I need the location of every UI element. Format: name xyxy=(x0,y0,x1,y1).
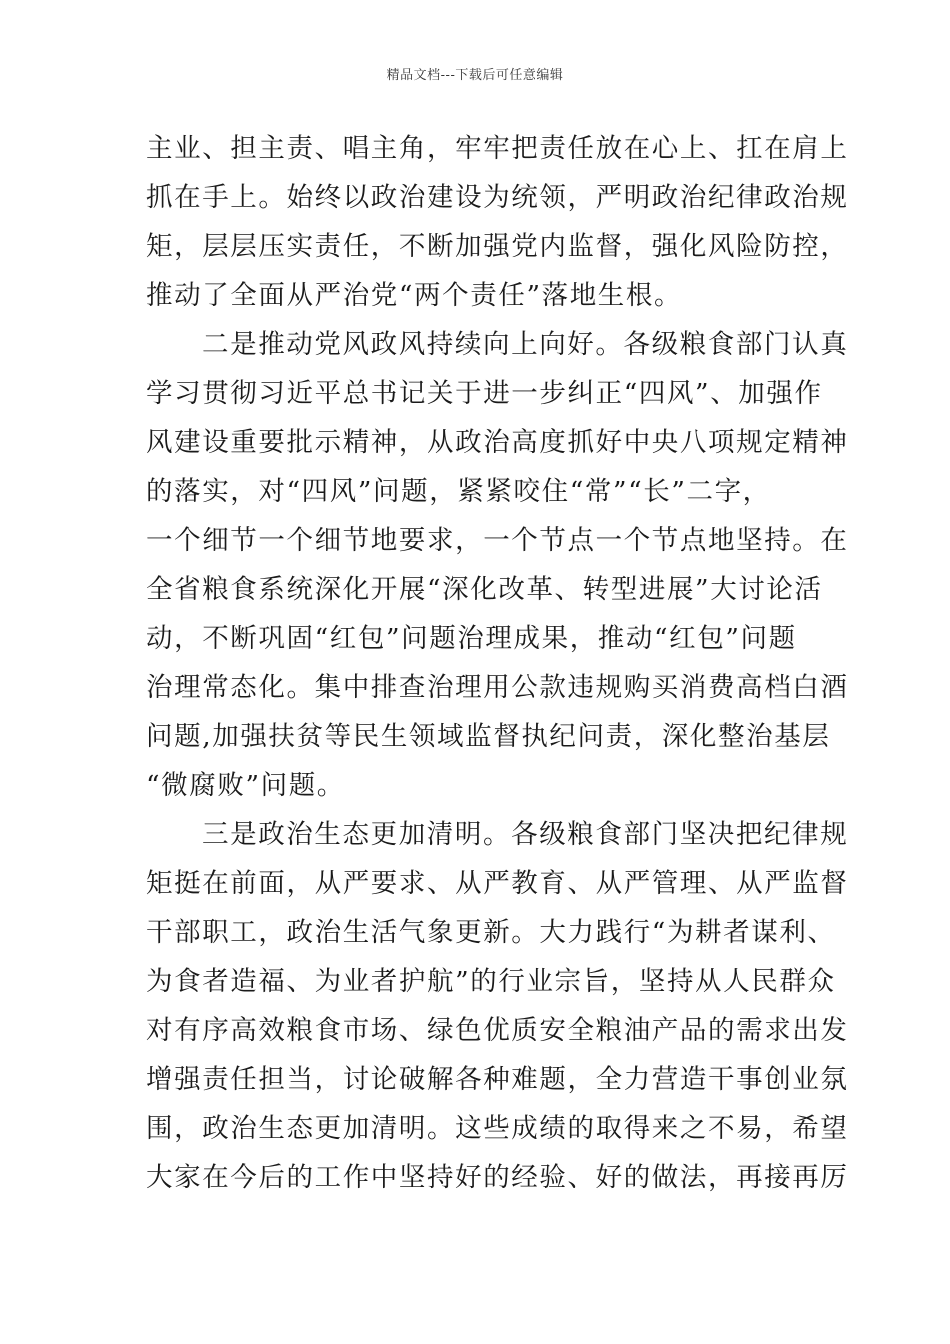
text-line: 二是推动党风政风持续向上向好。各级粮食部门认真 xyxy=(202,329,849,360)
paragraph-1 xyxy=(146,124,849,320)
text-line: 问题,加强扶贫等民生领域监督执纪问责，深化整治基层 xyxy=(146,721,831,752)
text-line: 矩挺在前面，从严要求、从严教育、从严管理、从严监督 xyxy=(146,868,849,899)
text-line: 学习贯彻习近平总书记关于进一步纠正“四风”、加强作 xyxy=(146,378,823,409)
text-line: 为食者造福、为业者护航”的行业宗旨，坚持从人民群众 xyxy=(146,966,836,997)
text-line: “微腐败”问题。 xyxy=(146,770,345,801)
text-line: 增强责任担当，讨论破解各种难题，全力营造干事创业氛 xyxy=(146,1064,849,1095)
document-body xyxy=(146,124,849,1202)
text-line: 推动了全面从严治党“两个责任”落地生根。 xyxy=(146,280,683,311)
text-line: 风建设重要批示精神，从政治高度抓好中央八项规定精神 xyxy=(146,427,849,458)
paragraph-2 xyxy=(146,320,849,810)
text-line: 大家在今后的工作中坚持好的经验、好的做法，再接再厉 xyxy=(146,1162,849,1193)
text-line: 全省粮食系统深化开展“深化改革、转型进展”大讨论活 xyxy=(146,574,823,605)
text-line: 矩，层层压实责任，不断加强党内监督，强化风险防控， xyxy=(146,231,849,262)
page-header: 精品文档---下载后可任意编辑 xyxy=(386,68,564,83)
text-line: 主业、担主责、唱主角，牢牢把责任放在心上、扛在肩上 xyxy=(146,133,849,164)
text-line: 干部职工，政治生活气象更新。大力践行“为耕者谋利、 xyxy=(146,917,836,948)
text-line: 动，不断巩固“红包”问题治理成果，推动“红包”问题 xyxy=(146,623,797,654)
text-line: 的落实，对“四风”问题，紧紧咬住“常”“长”二字， xyxy=(146,476,771,507)
text-line: 对有序高效粮食市场、绿色优质安全粮油产品的需求出发 xyxy=(146,1015,849,1046)
text-line: 抓在手上。始终以政治建设为统领，严明政治纪律政治规 xyxy=(146,182,849,213)
text-line: 一个细节一个细节地要求，一个节点一个节点地坚持。在 xyxy=(146,525,849,556)
paragraph-3 xyxy=(146,810,849,1202)
text-line: 三是政治生态更加清明。各级粮食部门坚决把纪律规 xyxy=(202,819,849,850)
text-line: 围，政治生态更加清明。这些成绩的取得来之不易，希望 xyxy=(146,1113,849,1144)
text-line: 治理常态化。集中排查治理用公款违规购买消费高档白酒 xyxy=(146,672,849,703)
